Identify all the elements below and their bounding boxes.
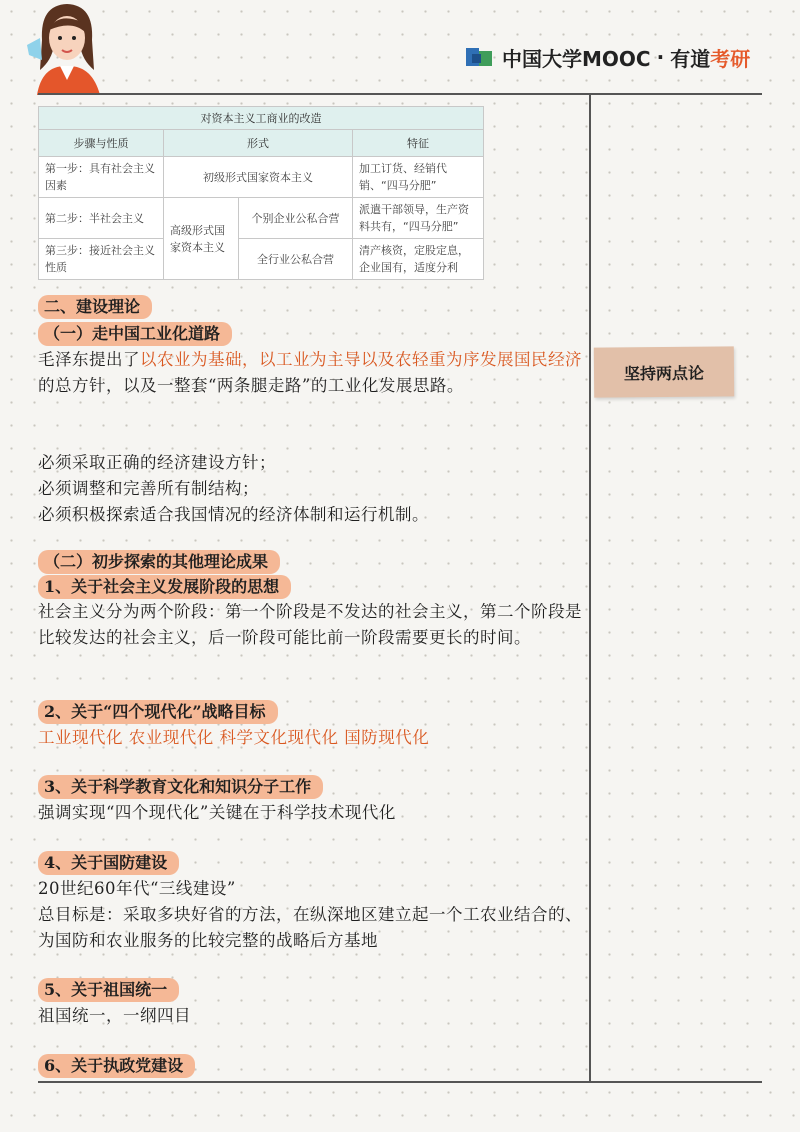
mooc-logo-icon (466, 45, 494, 69)
table-cell-feature: 派遣干部领导，生产资料共有，“四马分肥” (353, 198, 484, 239)
logo-sub-accent: 考研 (710, 46, 751, 71)
heading-construction-theory: 二、建设理论 (38, 295, 152, 319)
heading-industrialization: （一）走中国工业化道路 (38, 322, 232, 346)
heading-other-achievements: （二）初步探索的其他理论成果 (38, 550, 280, 574)
table-cell-feature: 加工订货、经销代销、“四马分肥” (353, 157, 484, 198)
logo-sub-text: 有道 (670, 46, 711, 71)
table-cell-form: 个别企业公私合营 (239, 198, 353, 239)
table-header-form: 形式 (164, 130, 353, 157)
table-cell-form: 全行业公私合营 (239, 239, 353, 280)
policy-line-1: 必须采取正确的经济建设方针； (38, 453, 276, 472)
heading-reunification: 5、关于祖国统一 (38, 978, 179, 1002)
table-cell-step: 第二步：半社会主义 (39, 198, 164, 239)
defense-goal-text: 总目标是：采取多块好省的方法，在纵深地区建立起一个工农业结合的、为国防和农业服务的比较完整的战略后方基地 (38, 905, 582, 950)
third-front-text: 20世纪60年代“三线建设” (38, 879, 236, 898)
table-row (39, 157, 484, 198)
mooc-youdao-logo (466, 40, 750, 74)
heading-party-building: 6、关于执政党建设 (38, 1054, 195, 1078)
reunification-text: 祖国统一，一纲四目 (38, 1006, 191, 1025)
heading-national-defense: 4、关于国防建设 (38, 851, 179, 875)
policy-line-2: 必须调整和完善所有制结构； (38, 479, 259, 498)
heading-four-modernizations: 2、关于“四个现代化”战略目标 (38, 700, 278, 724)
table-cell-form-group: 高级形式国家资本主义 (164, 198, 239, 280)
four-modernizations-text: 工业现代化 农业现代化 科学文化现代化 国防现代化 (38, 728, 430, 747)
table-cell-step: 第三步：接近社会主义性质 (39, 239, 164, 280)
stage-thought-text: 社会主义分为两个阶段：第一个阶段是不发达的社会主义，第二个阶段是比较发达的社会主义，后一阶段可能比前一阶段需要更长的时间。 (38, 602, 582, 647)
science-education-text: 强调实现“四个现代化”关键在于科学技术现代化 (38, 803, 396, 822)
top-divider (38, 93, 762, 95)
bottom-divider (38, 1081, 762, 1083)
capitalist-transformation-table (38, 106, 484, 280)
table-cell-form: 初级形式国家资本主义 (164, 157, 353, 198)
paragraph-general-policy (38, 347, 590, 399)
table-caption: 对资本主义工商业的改造 (39, 107, 484, 130)
table-row (39, 198, 484, 239)
table-row (39, 239, 484, 280)
table-header-feature: 特征 (353, 130, 484, 157)
table-cell-feature: 清产核资，定股定息，企业国有，适度分利 (353, 239, 484, 280)
policy-line-3: 必须积极探索适合我国情况的经济体制和运行机制。 (38, 505, 429, 524)
teacher-avatar-illustration (22, 0, 112, 95)
p1-text-highlight: 以农业为基础，以工业为主导以及农轻重为序发展国民经济 (140, 350, 582, 369)
p1-text-a: 毛泽东提出了 (38, 350, 140, 369)
p1-text-c: 的总方针，以及一整套“两条腿走路”的工业化发展思路。 (38, 376, 464, 395)
heading-science-education: 3、关于科学教育文化和知识分子工作 (38, 775, 323, 799)
sticky-note: 坚持两点论 (594, 346, 734, 397)
logo-dot: · (656, 45, 665, 69)
table-cell-step: 第一步：具有社会主义因素 (39, 157, 164, 198)
table-header-step: 步骤与性质 (39, 130, 164, 157)
heading-stage-thought: 1、关于社会主义发展阶段的思想 (38, 575, 291, 599)
logo-main-text: 中国大学MOOC (502, 46, 651, 71)
